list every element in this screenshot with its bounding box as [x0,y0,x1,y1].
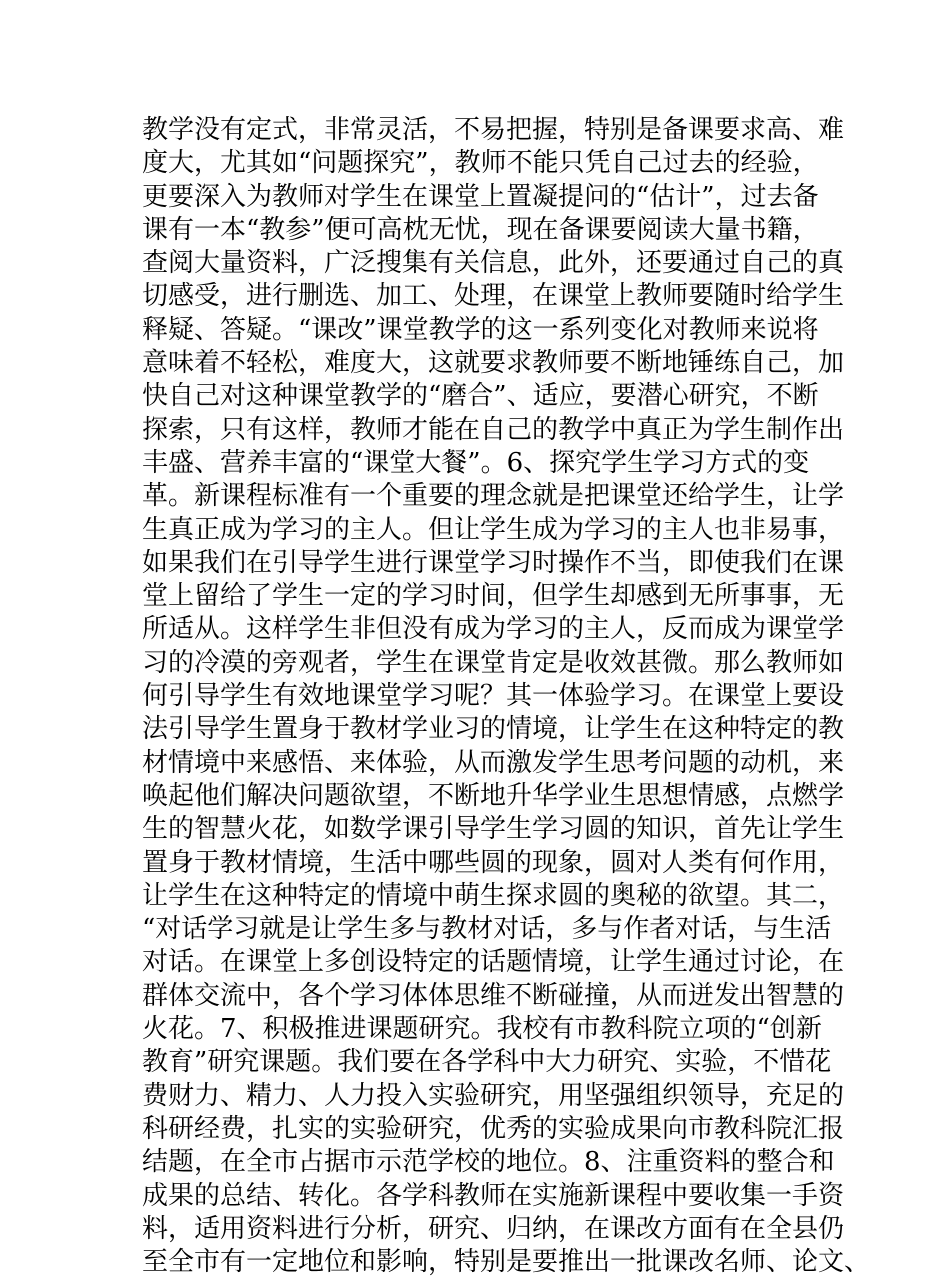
text-line: “对话学习就是让学生多与教材对话，多与作者对话，与生活 [142,914,832,945]
text-line: 法引导学生置身于教材学业习的情境，让学生在这种特定的教 [142,714,845,745]
text-line: 探索，只有这样，教师才能在自己的教学中真正为学生制作出 [142,414,845,445]
text-line: 更要深入为教师对学生在课堂上置凝提问的“估计”，过去备 [142,181,819,212]
text-line: 对话。在课堂上多创设特定的话题情境，让学生通过讨论，在 [142,947,845,978]
text-line: 科研经费，扎实的实验研究，优秀的实验成果向市教科院汇报 [142,1113,845,1144]
text-line: 如果我们在引导学生进行课堂学习时操作不当，即使我们在课 [142,547,845,578]
text-line: 查阅大量资料，广泛搜集有关信息，此外，还要通过自己的真 [142,248,845,279]
body-text [142,114,871,1279]
text-line: 火花。7、积极推进课题研究。我校有市教科院立项的“创新 [142,1014,822,1045]
text-line: 意味着不轻松，难度大，这就要求教师要不断地锤练自己，加 [142,348,845,379]
text-line: 革。新课程标准有一个重要的理念就是把课堂还给学生，让学 [142,481,845,512]
text-line: 教学没有定式，非常灵活，不易把握，特别是备课要求高、难 [142,115,845,145]
text-line: 唤起他们解决问题欲望，不断地升华学业生思想情感，点燃学 [142,780,845,811]
text-line: 群体交流中，各个学习体体思维不断碰撞，从而迸发出智慧的 [142,980,845,1011]
text-line: 材情境中来感悟、来体验，从而激发学生思考问题的动机，来 [142,747,845,778]
text-line: 成果的总结、转化。各学科教师在实施新课程中要收集一手资 [142,1180,845,1211]
text-line: 堂上留给了学生一定的学习时间，但学生却感到无所事事，无 [142,581,845,612]
text-line: 释疑、答疑。“课改”课堂教学的这一系列变化对教师来说将 [142,314,819,345]
text-line: 费财力、精力、人力投入实验研究，用坚强组织领导，充足的 [142,1080,845,1111]
text-line: 课有一本“教参”便可高枕无忧，现在备课要阅读大量书籍， [142,214,819,245]
text-line: 快自己对这种课堂教学的“磨合”、适应，要潜心研究，不断 [142,381,819,412]
text-line: 置身于教材情境，生活中哪些圆的现象，圆对人类有何作用， [142,847,845,878]
text-line: 让学生在这种特定的情境中萌生探求圆的奥秘的欲望。其二， [142,880,845,911]
text-line: 生真正成为学习的主人。但让学生成为学习的主人也非易事， [142,514,845,545]
text-line: 生的智慧火花，如数学课引导学生学习圆的知识，首先让学生 [142,814,845,845]
text-line: 结题，在全市占据市示范学校的地位。8、注重资料的整合和 [142,1147,835,1178]
text-line: 何引导学生有效地课堂学习呢？其一体验学习。在课堂上要设 [142,681,845,712]
text-line: 习的冷漠的旁观者，学生在课堂肯定是收效甚微。那么教师如 [142,647,845,678]
text-line: 度大，尤其如“问题探究”，教师不能只凭自己过去的经验， [142,148,819,179]
text-line: 至全市有一定地位和影响，特别是要推出一批课改名师、论文、 [142,1247,871,1278]
text-line: 所适从。这样学生非但没有成为学习的主人，反而成为课堂学 [142,614,845,645]
text-line: 丰盛、营养丰富的“课堂大餐”。6、探究学生学习方式的变 [142,447,810,478]
text-line: 料，适用资料进行分析，研究、归纳，在课改方面有在全县仍 [142,1213,845,1244]
text-line: 切感受，进行删选、加工、处理，在课堂上教师要随时给学生 [142,281,845,312]
text-line: 教育”研究课题。我们要在各学科中大力研究、实验，不惜花 [142,1047,832,1078]
